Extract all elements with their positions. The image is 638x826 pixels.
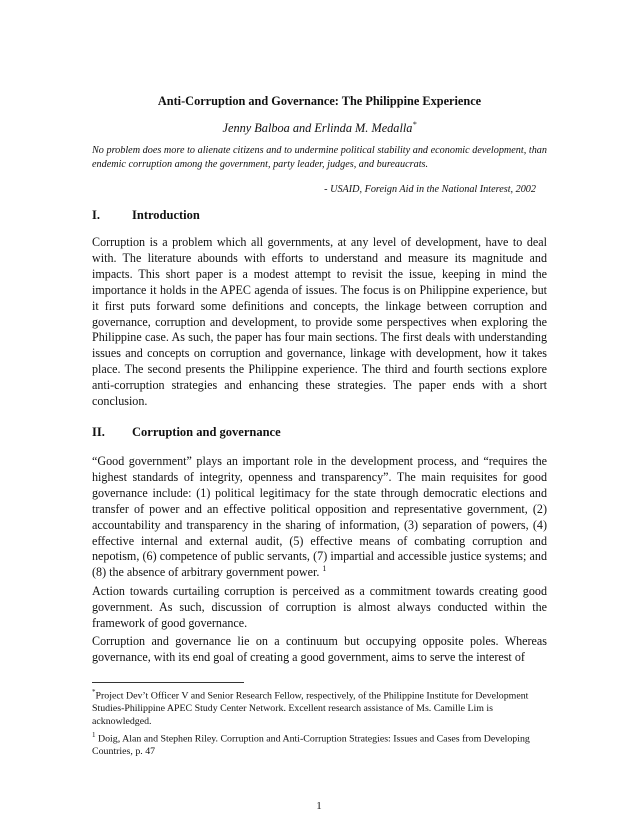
author-footnote-marker: * xyxy=(412,120,417,129)
footnote-divider xyxy=(92,682,244,683)
epigraph-attribution: - USAID, Foreign Aid in the National Interest, 2002 xyxy=(324,184,536,195)
section-1-title: Introduction xyxy=(132,208,200,222)
footnotes xyxy=(92,686,547,759)
section-2-number: II. xyxy=(92,425,105,439)
section-1-number: I. xyxy=(92,208,100,222)
footnote-ref-1: 1 xyxy=(322,564,327,574)
footnote-item xyxy=(92,729,547,759)
section-1-heading xyxy=(92,208,200,223)
footnote-text: Doig, Alan and Stephen Riley. Corruption and Anti-Corruption Strategies: Issues and Cases from Developing Countries, p. 47 xyxy=(92,732,530,757)
epigraph-quote: No problem does more to alienate citizens and to undermine political stability and economic development, than endemic corruption among the government, party leader, judges, and bureaucrats. xyxy=(92,145,547,170)
footnote-marker: * xyxy=(92,688,96,696)
introduction-paragraph: Corruption is a problem which all governments, at any level of development, have to deal with. The literature abounds with efforts to understand and measure its magnitude and impacts. This short paper is a modest attempt to revisit the issue, keeping in mind the importance it holds in the APEC agenda of issues. The focus is on Philippine experience, but it first puts forward some definitions and concepts, the linkage between corruption and governance, corruption and development, to provide some perspectives when exploring the Philippine case. As such, the paper has four main sections. The first deals with understanding issues and concepts on corruption and governance, linkage with development, how it takes place. The second presents the Philippine experience. The third and fourth sections explore anti-corruption strategies and enhancing these strategies. The paper ends with a short conclusion. xyxy=(92,235,547,409)
footnote-marker: 1 xyxy=(92,730,96,739)
paper-authors xyxy=(92,120,547,136)
section-2-heading xyxy=(92,425,281,440)
section-2-title: Corruption and governance xyxy=(132,425,281,439)
author-names: Jenny Balboa and Erlinda M. Medalla xyxy=(222,121,413,136)
governance-paragraph-3: Corruption and governance lie on a continuum but occupying opposite poles. Whereas governance, with its end goal of creating a good government, aims to serve the interest of xyxy=(92,634,547,664)
governance-paragraph-2: Action towards curtailing corruption is perceived as a commitment towards creating good government. As such, discussion of corruption is almost always conducted within the framework of good governance. xyxy=(92,584,547,630)
governance-paragraph-1 xyxy=(92,454,547,581)
governance-paragraph-1-text: “Good government” plays an important role in the development process, and “requires the highest standards of integrity, openness and transparency”. The main requisites for good governance include: (1) political legitimacy for the state through democratic elections and transfer of power and an effective political opposition and representative government, (2) accountability and transparency in the sharing of information, (3) separation of powers, (4) effective internal and external audit, (5) effective means of combating corruption and nepotism, (6) competence of public servants, (7) impartial and accessible justice systems; and (8) the absence of arbitrary government power. xyxy=(92,454,547,580)
paper-title: Anti-Corruption and Governance: The Philippine Experience xyxy=(157,94,482,108)
footnote-text: Project Dev’t Officer V and Senior Research Fellow, respectively, of the Philippine Institute for Development Studies-Philippine APEC Study Center Network. Excellent research assistance of Ms. Camille Lim is acknowledged. xyxy=(92,690,529,727)
page-number: 1 xyxy=(316,800,322,812)
footnote-item xyxy=(92,686,547,729)
